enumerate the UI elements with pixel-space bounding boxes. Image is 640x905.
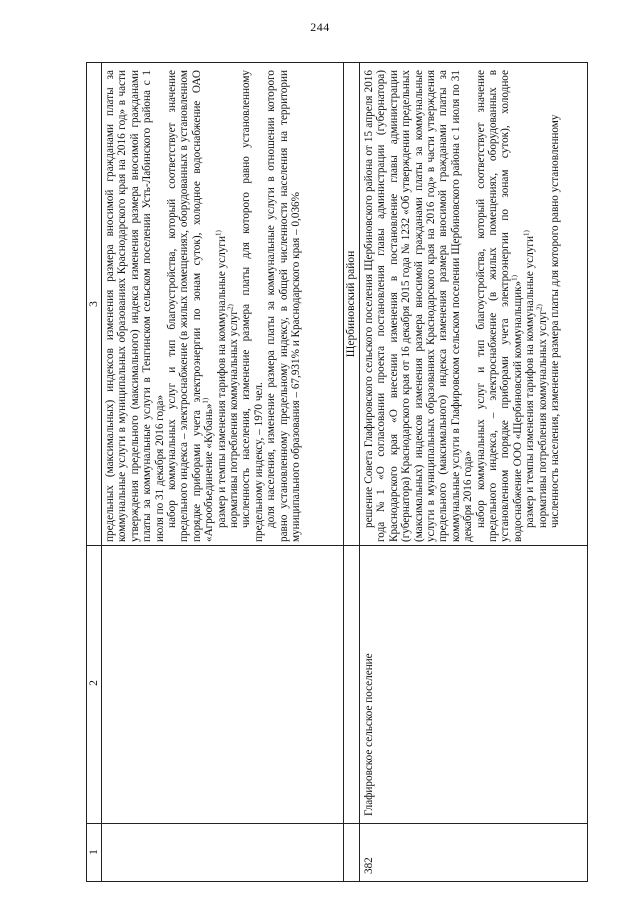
continued-population: численность населения, изменение размера платы для которого равно установленному предельному индексу, – 1970 чел. [240, 70, 265, 542]
row-number: 382 [363, 857, 375, 874]
row-tariffs-text: размер и темпы изменения тарифов на коммунальные услуги [524, 236, 537, 528]
section-row-divider [359, 63, 360, 881]
header-row-divider [101, 63, 102, 881]
continued-tariffs-text: размер и темпы изменения тарифов на коммунальные услуги [215, 236, 228, 528]
row-norms [534, 70, 549, 542]
page-number: 244 [310, 20, 330, 34]
row-description [363, 70, 587, 542]
continued-service-set [166, 70, 216, 542]
row-decision: решение Совета Глафировского сельского поселения Щербиновского района от 15 апреля 2016 года №1 «О согласовании проекта постановления главы администрации (губернатора) Краснодарского края «О внесении изменения в постановление главы администрации (губернатора) Краснодарского края от 16 декабря 2015 года № 1232 «Об утверждении предельных (максимальных) индексов изменения размера вносимой гражданами платы за коммунальные услуги в муниципальных образованиях Краснодарского края на 2016 год» в части утверждения предельного (максимального) индекса изменения размера вносимой гражданами платы за коммунальные услуги в Глафировском сельском поселении Щербиновского района с 1 июля по 31 декабря 2016 года» [363, 70, 475, 542]
col-divider-1-2 [87, 823, 587, 824]
row-tariffs-note: 1) [522, 230, 531, 236]
col-divider-2-3 [87, 545, 587, 546]
continued-norms-text: нормативы потребления коммунальных услуг [228, 309, 241, 528]
row-service-set-note: 1) [510, 275, 519, 281]
continued-share: доля населения, изменение размера платы за коммунальные услуги в отношении которого равно установленному предельному индексу, в общей численности населения на территории муниципального образования – 67,931% и Краснодарского края – 0,036% [265, 70, 303, 542]
row-norms-text: нормативы потребления коммунальных услуг [536, 309, 549, 528]
continued-service-set-text: набор коммунальных услуг и тип благоустройства, который соответствует значение предельного индекса – электроснабжение (в жилых помещениях, оборудованных в установленном порядке приборами учета электроэнергии по зонам суток), холодное водоснабжение ОАО «Агрообъединение «Кубань» [166, 70, 216, 542]
row-norms-note: 2) [534, 304, 543, 310]
row-settlement: Глафировское сельское поселение [363, 653, 375, 816]
row-population: численность населения, изменение размера платы для которого равно установленному [549, 114, 562, 528]
continued-norms-note: 2) [226, 304, 235, 310]
continued-description [104, 70, 340, 542]
continued-decision-tail: предельных (максимальных) индексов изменения размера вносимой гражданами платы за коммунальные услуги в муниципальных образованиях Краснодарского края на 2016 год» в части утверждения предельного (максимального) индекса изменения размера вносимой гражданами платы за коммунальные услуги в Тенгинском сельском поселении Усть-Лабинского района с 1 июля по 31 декабря 2016 года» [104, 70, 166, 542]
continued-tariffs-note: 1) [213, 230, 222, 236]
continued-row-divider [343, 63, 344, 881]
header-col-1: 1 [88, 849, 100, 855]
rotated-table [86, 62, 588, 882]
section-title: Щербиновский район [345, 250, 357, 358]
continued-norms [228, 70, 240, 542]
continued-service-set-note: 1) [201, 397, 210, 404]
header-col-2: 2 [88, 680, 100, 686]
row-service-set [475, 70, 525, 542]
row-service-set-text: набор коммунальных услуг и тип благоустройства, который соответствует значение предельного индекса, – электроснабжение (в жилых помещениях, оборудованных в установленном порядке приборами учета электроэнергии по зонам суток), холодное водоснабжение ООО «Щербиновский коммунальщик» [474, 70, 524, 542]
header-col-3: 3 [88, 301, 100, 307]
